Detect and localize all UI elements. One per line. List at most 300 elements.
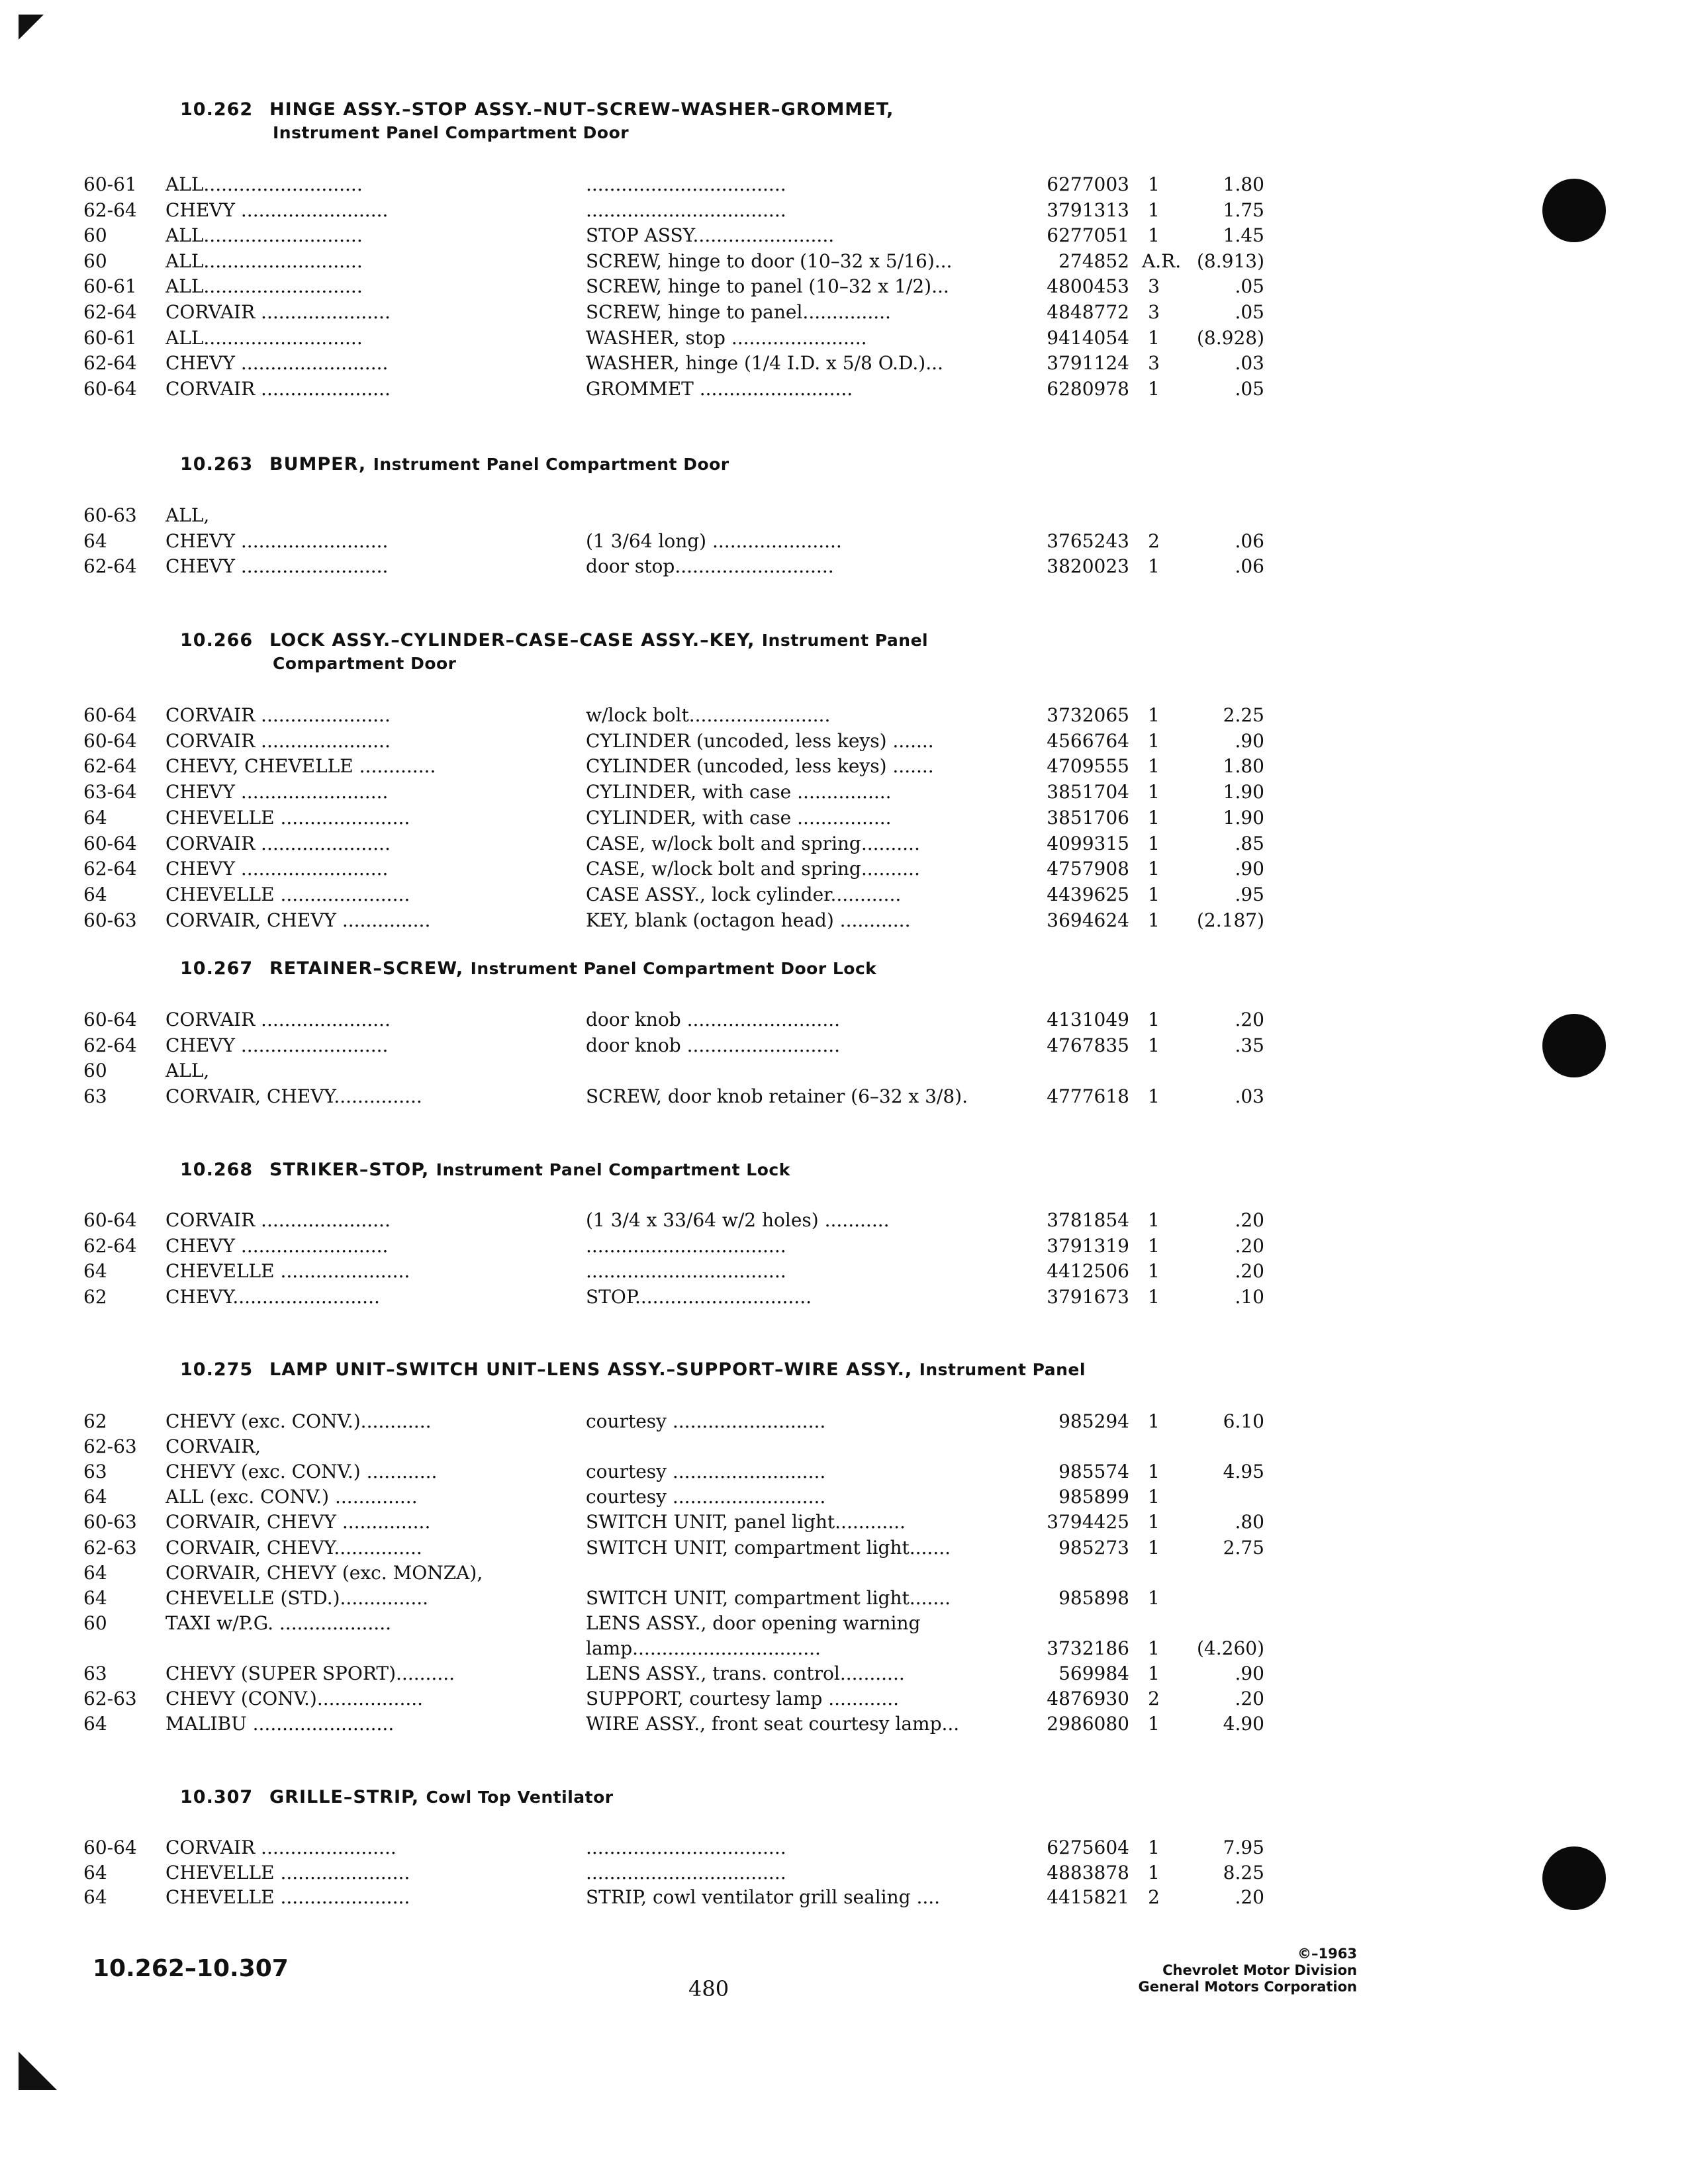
table-row <box>0 250 1688 275</box>
part-number-cell: 4800453 <box>1047 275 1129 297</box>
model-cell: CHEVY ......................... <box>165 352 389 374</box>
quantity-cell: 1 <box>1148 1637 1160 1659</box>
part-number-cell: 3794425 <box>1047 1511 1129 1533</box>
year-cell: 60-64 <box>83 833 137 854</box>
description-cell: SCREW, hinge to door (10–32 x 5/16)... <box>586 250 953 272</box>
model-cell: CORVAIR, CHEVY............... <box>165 1537 422 1559</box>
quantity-cell: 1 <box>1148 1511 1160 1533</box>
price-cell: (8.913) <box>1196 250 1264 272</box>
quantity-cell: 2 <box>1148 1886 1160 1908</box>
quantity-cell: 1 <box>1148 858 1160 880</box>
part-number-cell: 3694624 <box>1047 909 1129 931</box>
section-heading <box>180 99 894 120</box>
section-number: 10.262 <box>180 99 254 120</box>
part-number-cell: 985898 <box>1058 1587 1129 1609</box>
table-row <box>0 1286 1688 1311</box>
description-cell: SUPPORT, courtesy lamp ............ <box>586 1688 900 1709</box>
year-cell: 62-64 <box>83 858 137 880</box>
model-cell: CHEVELLE ...................... <box>165 884 410 905</box>
quantity-cell: 1 <box>1148 1662 1160 1684</box>
model-cell: CORVAIR ...................... <box>165 1209 391 1231</box>
price-cell: 1.80 <box>1223 755 1264 777</box>
table-row <box>0 1435 1688 1461</box>
price-cell: .90 <box>1235 1662 1264 1684</box>
model-cell: CORVAIR ...................... <box>165 730 391 752</box>
description-cell: courtesy .......................... <box>586 1410 826 1432</box>
model-cell: ALL, <box>165 1060 210 1081</box>
description-cell: LENS ASSY., trans. control........... <box>586 1662 905 1684</box>
part-number-cell: 4131049 <box>1047 1009 1129 1030</box>
description-cell: CYLINDER, with case ................ <box>586 781 892 803</box>
price-cell: .03 <box>1235 1085 1264 1107</box>
table-row <box>0 1637 1688 1662</box>
quantity-cell: 1 <box>1148 781 1160 803</box>
part-number-cell: 274852 <box>1058 250 1129 272</box>
table-row <box>0 555 1688 580</box>
table-row <box>0 884 1688 909</box>
section-heading <box>180 454 729 475</box>
model-cell: CORVAIR, <box>165 1435 261 1457</box>
table-row <box>0 755 1688 780</box>
part-number-cell: 569984 <box>1058 1662 1129 1684</box>
description-cell: CASE, w/lock bolt and spring.......... <box>586 858 920 880</box>
part-number-cell: 6277003 <box>1047 173 1129 195</box>
table-row <box>0 730 1688 755</box>
year-cell: 63 <box>83 1085 107 1107</box>
section-subtitle: Cowl Top Ventilator <box>426 1788 614 1807</box>
year-cell: 64 <box>83 1713 107 1735</box>
part-number-cell: 4439625 <box>1047 884 1129 905</box>
price-cell: 1.75 <box>1223 199 1264 221</box>
quantity-cell: 1 <box>1148 755 1160 777</box>
quantity-cell: 1 <box>1148 1862 1160 1884</box>
description-cell: CYLINDER, with case ................ <box>586 807 892 829</box>
section-number: 10.267 <box>180 958 254 979</box>
year-cell: 60-63 <box>83 504 137 526</box>
price-cell: .35 <box>1235 1034 1264 1056</box>
part-number-cell: 6280978 <box>1047 378 1129 400</box>
model-cell: CHEVELLE ...................... <box>165 1886 410 1908</box>
quantity-cell: 1 <box>1148 1486 1160 1508</box>
table-row <box>0 1562 1688 1587</box>
section-title: BUMPER, <box>269 454 367 475</box>
footer-corporation: General Motors Corporation <box>1138 1979 1357 1995</box>
year-cell: 62-63 <box>83 1537 137 1559</box>
model-cell: ALL........................... <box>165 250 363 272</box>
part-number-cell: 985273 <box>1058 1537 1129 1559</box>
year-cell: 62-64 <box>83 301 137 323</box>
quantity-cell: 1 <box>1148 833 1160 854</box>
model-cell: CHEVY, CHEVELLE ............. <box>165 755 436 777</box>
quantity-cell: 1 <box>1148 730 1160 752</box>
quantity-cell: 1 <box>1148 704 1160 726</box>
year-cell: 62-64 <box>83 555 137 577</box>
description-cell: LENS ASSY., door opening warning <box>586 1612 921 1634</box>
quantity-cell: 1 <box>1148 1587 1160 1609</box>
section-subtitle: Instrument Panel Compartment Door Lock <box>470 959 877 978</box>
year-cell: 62-64 <box>83 1034 137 1056</box>
table-row <box>0 1461 1688 1486</box>
year-cell: 63-64 <box>83 781 137 803</box>
part-number-cell: 2986080 <box>1047 1713 1129 1735</box>
description-cell: CASE, w/lock bolt and spring.......... <box>586 833 920 854</box>
table-row <box>0 301 1688 326</box>
section-subtitle: Instrument Panel Compartment Door <box>273 123 630 142</box>
model-cell: CHEVY ......................... <box>165 781 389 803</box>
price-cell: .05 <box>1235 275 1264 297</box>
price-cell: .20 <box>1235 1235 1264 1257</box>
table-row <box>0 199 1688 224</box>
footer-division: Chevrolet Motor Division <box>1162 1962 1357 1978</box>
quantity-cell: 1 <box>1148 884 1160 905</box>
model-cell: CHEVELLE (STD.)............... <box>165 1587 429 1609</box>
table-row <box>0 1511 1688 1536</box>
part-number-cell: 9414054 <box>1047 327 1129 349</box>
part-number-cell: 3851706 <box>1047 807 1129 829</box>
price-cell: 1.90 <box>1223 807 1264 829</box>
section-heading <box>180 1787 614 1807</box>
description-cell: CYLINDER (uncoded, less keys) ....... <box>586 755 934 777</box>
table-row <box>0 1688 1688 1713</box>
year-cell: 60-64 <box>83 730 137 752</box>
table-row <box>0 807 1688 832</box>
table-row <box>0 909 1688 934</box>
table-row <box>0 1537 1688 1562</box>
model-cell: ALL........................... <box>165 224 363 246</box>
description-cell: CASE ASSY., lock cylinder............ <box>586 884 902 905</box>
part-number-cell: 985899 <box>1058 1486 1129 1508</box>
part-number-cell: 4757908 <box>1047 858 1129 880</box>
section-subtitle-inline: Instrument Panel <box>761 631 929 650</box>
model-cell: CORVAIR, CHEVY............... <box>165 1085 422 1107</box>
quantity-cell: 3 <box>1148 352 1160 374</box>
year-cell: 62-63 <box>83 1688 137 1709</box>
model-cell: CHEVY ......................... <box>165 530 389 552</box>
part-number-cell: 4767835 <box>1047 1034 1129 1056</box>
description-cell: (1 3/64 long) ...................... <box>586 530 842 552</box>
part-number-cell: 3765243 <box>1047 530 1129 552</box>
table-row <box>0 530 1688 555</box>
quantity-cell: 1 <box>1148 1085 1160 1107</box>
table-row <box>0 1713 1688 1738</box>
model-cell: ALL (exc. CONV.) .............. <box>165 1486 418 1508</box>
year-cell: 60 <box>83 224 107 246</box>
description-cell: .................................. <box>586 1260 786 1282</box>
part-number-cell: 4099315 <box>1047 833 1129 854</box>
description-cell: (1 3/4 x 33/64 w/2 holes) ........... <box>586 1209 890 1231</box>
part-number-cell: 4566764 <box>1047 730 1129 752</box>
description-cell: WASHER, stop ....................... <box>586 327 867 349</box>
model-cell: CHEVY ......................... <box>165 1235 389 1257</box>
year-cell: 64 <box>83 1886 107 1908</box>
year-cell: 64 <box>83 1587 107 1609</box>
model-cell: CHEVY (SUPER SPORT).......... <box>165 1662 455 1684</box>
table-row <box>0 781 1688 806</box>
description-cell: SCREW, hinge to panel (10–32 x 1/2)... <box>586 275 949 297</box>
model-cell: CHEVY ......................... <box>165 1034 389 1056</box>
part-number-cell: 3851704 <box>1047 781 1129 803</box>
description-cell: door knob .......................... <box>586 1034 841 1056</box>
section-subtitle: Compartment Door <box>273 654 457 673</box>
price-cell: 1.45 <box>1223 224 1264 246</box>
year-cell: 60 <box>83 1612 107 1634</box>
price-cell: 1.80 <box>1223 173 1264 195</box>
description-cell: STOP ASSY........................ <box>586 224 835 246</box>
quantity-cell: 1 <box>1148 1537 1160 1559</box>
price-cell: 6.10 <box>1223 1410 1264 1432</box>
price-cell: 8.25 <box>1223 1862 1264 1884</box>
description-cell: SWITCH UNIT, panel light............ <box>586 1511 906 1533</box>
description-cell: SWITCH UNIT, compartment light....... <box>586 1587 951 1609</box>
table-row <box>0 1209 1688 1234</box>
model-cell: ALL........................... <box>165 275 363 297</box>
section-title: STRIKER–STOP, <box>269 1160 430 1180</box>
price-cell: .10 <box>1235 1286 1264 1308</box>
description-cell: SCREW, door knob retainer (6–32 x 3/8). <box>586 1085 968 1107</box>
year-cell: 64 <box>83 1486 107 1508</box>
year-cell: 62-64 <box>83 755 137 777</box>
price-cell: .06 <box>1235 555 1264 577</box>
part-number-cell: 3791313 <box>1047 199 1129 221</box>
price-cell: 2.25 <box>1223 704 1264 726</box>
model-cell: CORVAIR ...................... <box>165 704 391 726</box>
year-cell: 60-64 <box>83 1837 137 1858</box>
year-cell: 60 <box>83 1060 107 1081</box>
price-cell: .90 <box>1235 730 1264 752</box>
price-cell: .06 <box>1235 530 1264 552</box>
table-row <box>0 378 1688 403</box>
price-cell: .85 <box>1235 833 1264 854</box>
table-row <box>0 1235 1688 1260</box>
corner-mark-top <box>19 15 44 40</box>
year-cell: 60-61 <box>83 275 137 297</box>
model-cell: CHEVY ......................... <box>165 858 389 880</box>
table-row <box>0 1060 1688 1085</box>
year-cell: 62-64 <box>83 1235 137 1257</box>
description-cell: CYLINDER (uncoded, less keys) ....... <box>586 730 934 752</box>
quantity-cell: 1 <box>1148 1286 1160 1308</box>
year-cell: 64 <box>83 884 107 905</box>
part-number-cell: 4709555 <box>1047 755 1129 777</box>
part-number-cell: 4848772 <box>1047 301 1129 323</box>
table-row <box>0 1662 1688 1688</box>
section-subtitle: Instrument Panel Compartment Lock <box>436 1160 790 1179</box>
quantity-cell: 1 <box>1148 378 1160 400</box>
year-cell: 62-63 <box>83 1435 137 1457</box>
year-cell: 60-64 <box>83 1209 137 1231</box>
table-row <box>0 1009 1688 1034</box>
quantity-cell: 1 <box>1148 173 1160 195</box>
description-cell: WIRE ASSY., front seat courtesy lamp... <box>586 1713 960 1735</box>
year-cell: 60-64 <box>83 1009 137 1030</box>
quantity-cell: 1 <box>1148 1461 1160 1482</box>
description-cell: door stop........................... <box>586 555 834 577</box>
price-cell: .20 <box>1235 1209 1264 1231</box>
description-cell: courtesy .......................... <box>586 1461 826 1482</box>
table-row <box>0 173 1688 199</box>
quantity-cell: 1 <box>1148 1034 1160 1056</box>
part-number-cell: 4777618 <box>1047 1085 1129 1107</box>
price-cell: 7.95 <box>1223 1837 1264 1858</box>
section-number: 10.263 <box>180 454 254 475</box>
table-row <box>0 224 1688 250</box>
year-cell: 64 <box>83 1562 107 1584</box>
quantity-cell: 3 <box>1148 275 1160 297</box>
section-number: 10.266 <box>180 630 254 651</box>
section-heading <box>180 958 876 979</box>
table-row <box>0 275 1688 300</box>
year-cell: 60 <box>83 250 107 272</box>
model-cell: TAXI w/P.G. ................... <box>165 1612 392 1634</box>
description-cell: lamp................................ <box>586 1637 821 1659</box>
part-number-cell: 3791124 <box>1047 352 1129 374</box>
model-cell: CHEVY (exc. CONV.) ............ <box>165 1461 438 1482</box>
model-cell: CHEVY (exc. CONV.)............ <box>165 1410 432 1432</box>
year-cell: 62 <box>83 1286 107 1308</box>
footer-section-range: 10.262–10.307 <box>93 1955 289 1982</box>
price-cell: 4.95 <box>1223 1461 1264 1482</box>
year-cell: 64 <box>83 1862 107 1884</box>
description-cell: SCREW, hinge to panel............... <box>586 301 891 323</box>
price-cell: 1.90 <box>1223 781 1264 803</box>
table-row <box>0 1085 1688 1111</box>
part-number-cell: 3732186 <box>1047 1637 1129 1659</box>
section-subtitle: Instrument Panel <box>919 1360 1086 1379</box>
quantity-cell: 2 <box>1148 530 1160 552</box>
model-cell: CHEVELLE ...................... <box>165 1862 410 1884</box>
year-cell: 60-63 <box>83 1511 137 1533</box>
price-cell: 4.90 <box>1223 1713 1264 1735</box>
model-cell: CHEVY (CONV.).................. <box>165 1688 424 1709</box>
model-cell: CORVAIR, CHEVY (exc. MONZA), <box>165 1562 483 1584</box>
table-row <box>0 1837 1688 1862</box>
model-cell: ALL........................... <box>165 327 363 349</box>
part-number-cell: 6275604 <box>1047 1837 1129 1858</box>
price-cell: .95 <box>1235 884 1264 905</box>
description-cell: GROMMET .......................... <box>586 378 853 400</box>
part-number-cell: 985294 <box>1058 1410 1129 1432</box>
quantity-cell: 2 <box>1148 1688 1160 1709</box>
year-cell: 60-61 <box>83 327 137 349</box>
table-row <box>0 1612 1688 1637</box>
model-cell: MALIBU ........................ <box>165 1713 395 1735</box>
quantity-cell: 1 <box>1148 807 1160 829</box>
description-cell: .................................. <box>586 1862 786 1884</box>
price-cell: (2.187) <box>1196 909 1264 931</box>
quantity-cell: 1 <box>1148 1009 1160 1030</box>
quantity-cell: 1 <box>1148 327 1160 349</box>
part-number-cell: 985574 <box>1058 1461 1129 1482</box>
model-cell: CHEVY......................... <box>165 1286 380 1308</box>
table-row <box>0 352 1688 377</box>
corner-mark-bottom <box>19 2052 57 2090</box>
description-cell: WASHER, hinge (1/4 I.D. x 5/8 O.D.)... <box>586 352 943 374</box>
description-cell: .................................. <box>586 1837 786 1858</box>
model-cell: CORVAIR ...................... <box>165 833 391 854</box>
model-cell: CORVAIR, CHEVY ............... <box>165 909 431 931</box>
part-number-cell: 4415821 <box>1047 1886 1129 1908</box>
year-cell: 63 <box>83 1461 107 1482</box>
section-title: LOCK ASSY.–CYLINDER–CASE–CASE ASSY.–KEY, <box>269 630 755 651</box>
year-cell: 62-64 <box>83 199 137 221</box>
price-cell: .05 <box>1235 378 1264 400</box>
price-cell: .05 <box>1235 301 1264 323</box>
quantity-cell: A.R. <box>1142 250 1182 272</box>
year-cell: 64 <box>83 1260 107 1282</box>
part-number-cell: 3820023 <box>1047 555 1129 577</box>
price-cell: .20 <box>1235 1886 1264 1908</box>
price-cell: .80 <box>1235 1511 1264 1533</box>
part-number-cell: 3791319 <box>1047 1235 1129 1257</box>
section-heading <box>180 1359 1086 1380</box>
part-number-cell: 4412506 <box>1047 1260 1129 1282</box>
quantity-cell: 1 <box>1148 1260 1160 1282</box>
quantity-cell: 1 <box>1148 1837 1160 1858</box>
part-number-cell: 3781854 <box>1047 1209 1129 1231</box>
quantity-cell: 1 <box>1148 224 1160 246</box>
description-cell: .................................. <box>586 173 786 195</box>
table-row <box>0 1886 1688 1911</box>
section-subtitle: Instrument Panel Compartment Door <box>373 455 729 474</box>
part-number-cell: 4883878 <box>1047 1862 1129 1884</box>
quantity-cell: 1 <box>1148 1209 1160 1231</box>
table-row <box>0 1410 1688 1435</box>
part-number-cell: 4876930 <box>1047 1688 1129 1709</box>
table-row <box>0 1260 1688 1285</box>
year-cell: 62-64 <box>83 352 137 374</box>
price-cell: (4.260) <box>1196 1637 1264 1659</box>
model-cell: CHEVELLE ...................... <box>165 807 410 829</box>
section-title: LAMP UNIT–SWITCH UNIT–LENS ASSY.–SUPPORT–WIRE ASSY., <box>269 1359 913 1380</box>
description-cell: STOP.............................. <box>586 1286 812 1308</box>
table-row <box>0 858 1688 883</box>
page-number: 480 <box>688 1976 729 2001</box>
table-row <box>0 504 1688 529</box>
model-cell: CORVAIR ...................... <box>165 1009 391 1030</box>
year-cell: 60-61 <box>83 173 137 195</box>
year-cell: 64 <box>83 807 107 829</box>
table-row <box>0 704 1688 729</box>
quantity-cell: 1 <box>1148 909 1160 931</box>
model-cell: CHEVELLE ...................... <box>165 1260 410 1282</box>
quantity-cell: 1 <box>1148 1713 1160 1735</box>
part-number-cell: 6277051 <box>1047 224 1129 246</box>
price-cell: (8.928) <box>1196 327 1264 349</box>
price-cell: .20 <box>1235 1260 1264 1282</box>
model-cell: ALL........................... <box>165 173 363 195</box>
price-cell: .20 <box>1235 1688 1264 1709</box>
model-cell: CHEVY ......................... <box>165 199 389 221</box>
model-cell: CORVAIR, CHEVY ............... <box>165 1511 431 1533</box>
section-title: GRILLE–STRIP, <box>269 1787 420 1807</box>
year-cell: 63 <box>83 1662 107 1684</box>
model-cell: CHEVY ......................... <box>165 555 389 577</box>
part-number-cell: 3732065 <box>1047 704 1129 726</box>
description-cell: courtesy .......................... <box>586 1486 826 1508</box>
table-row <box>0 327 1688 352</box>
description-cell: .................................. <box>586 199 786 221</box>
table-row <box>0 1587 1688 1612</box>
description-cell: STRIP, cowl ventilator grill sealing .... <box>586 1886 941 1908</box>
year-cell: 60-64 <box>83 704 137 726</box>
price-cell: .20 <box>1235 1009 1264 1030</box>
model-cell: CORVAIR ....................... <box>165 1837 397 1858</box>
table-row <box>0 833 1688 858</box>
table-row <box>0 1862 1688 1887</box>
footer-copyright: ©–1963 <box>1297 1946 1357 1962</box>
price-cell: 2.75 <box>1223 1537 1264 1559</box>
description-cell: SWITCH UNIT, compartment light....... <box>586 1537 951 1559</box>
